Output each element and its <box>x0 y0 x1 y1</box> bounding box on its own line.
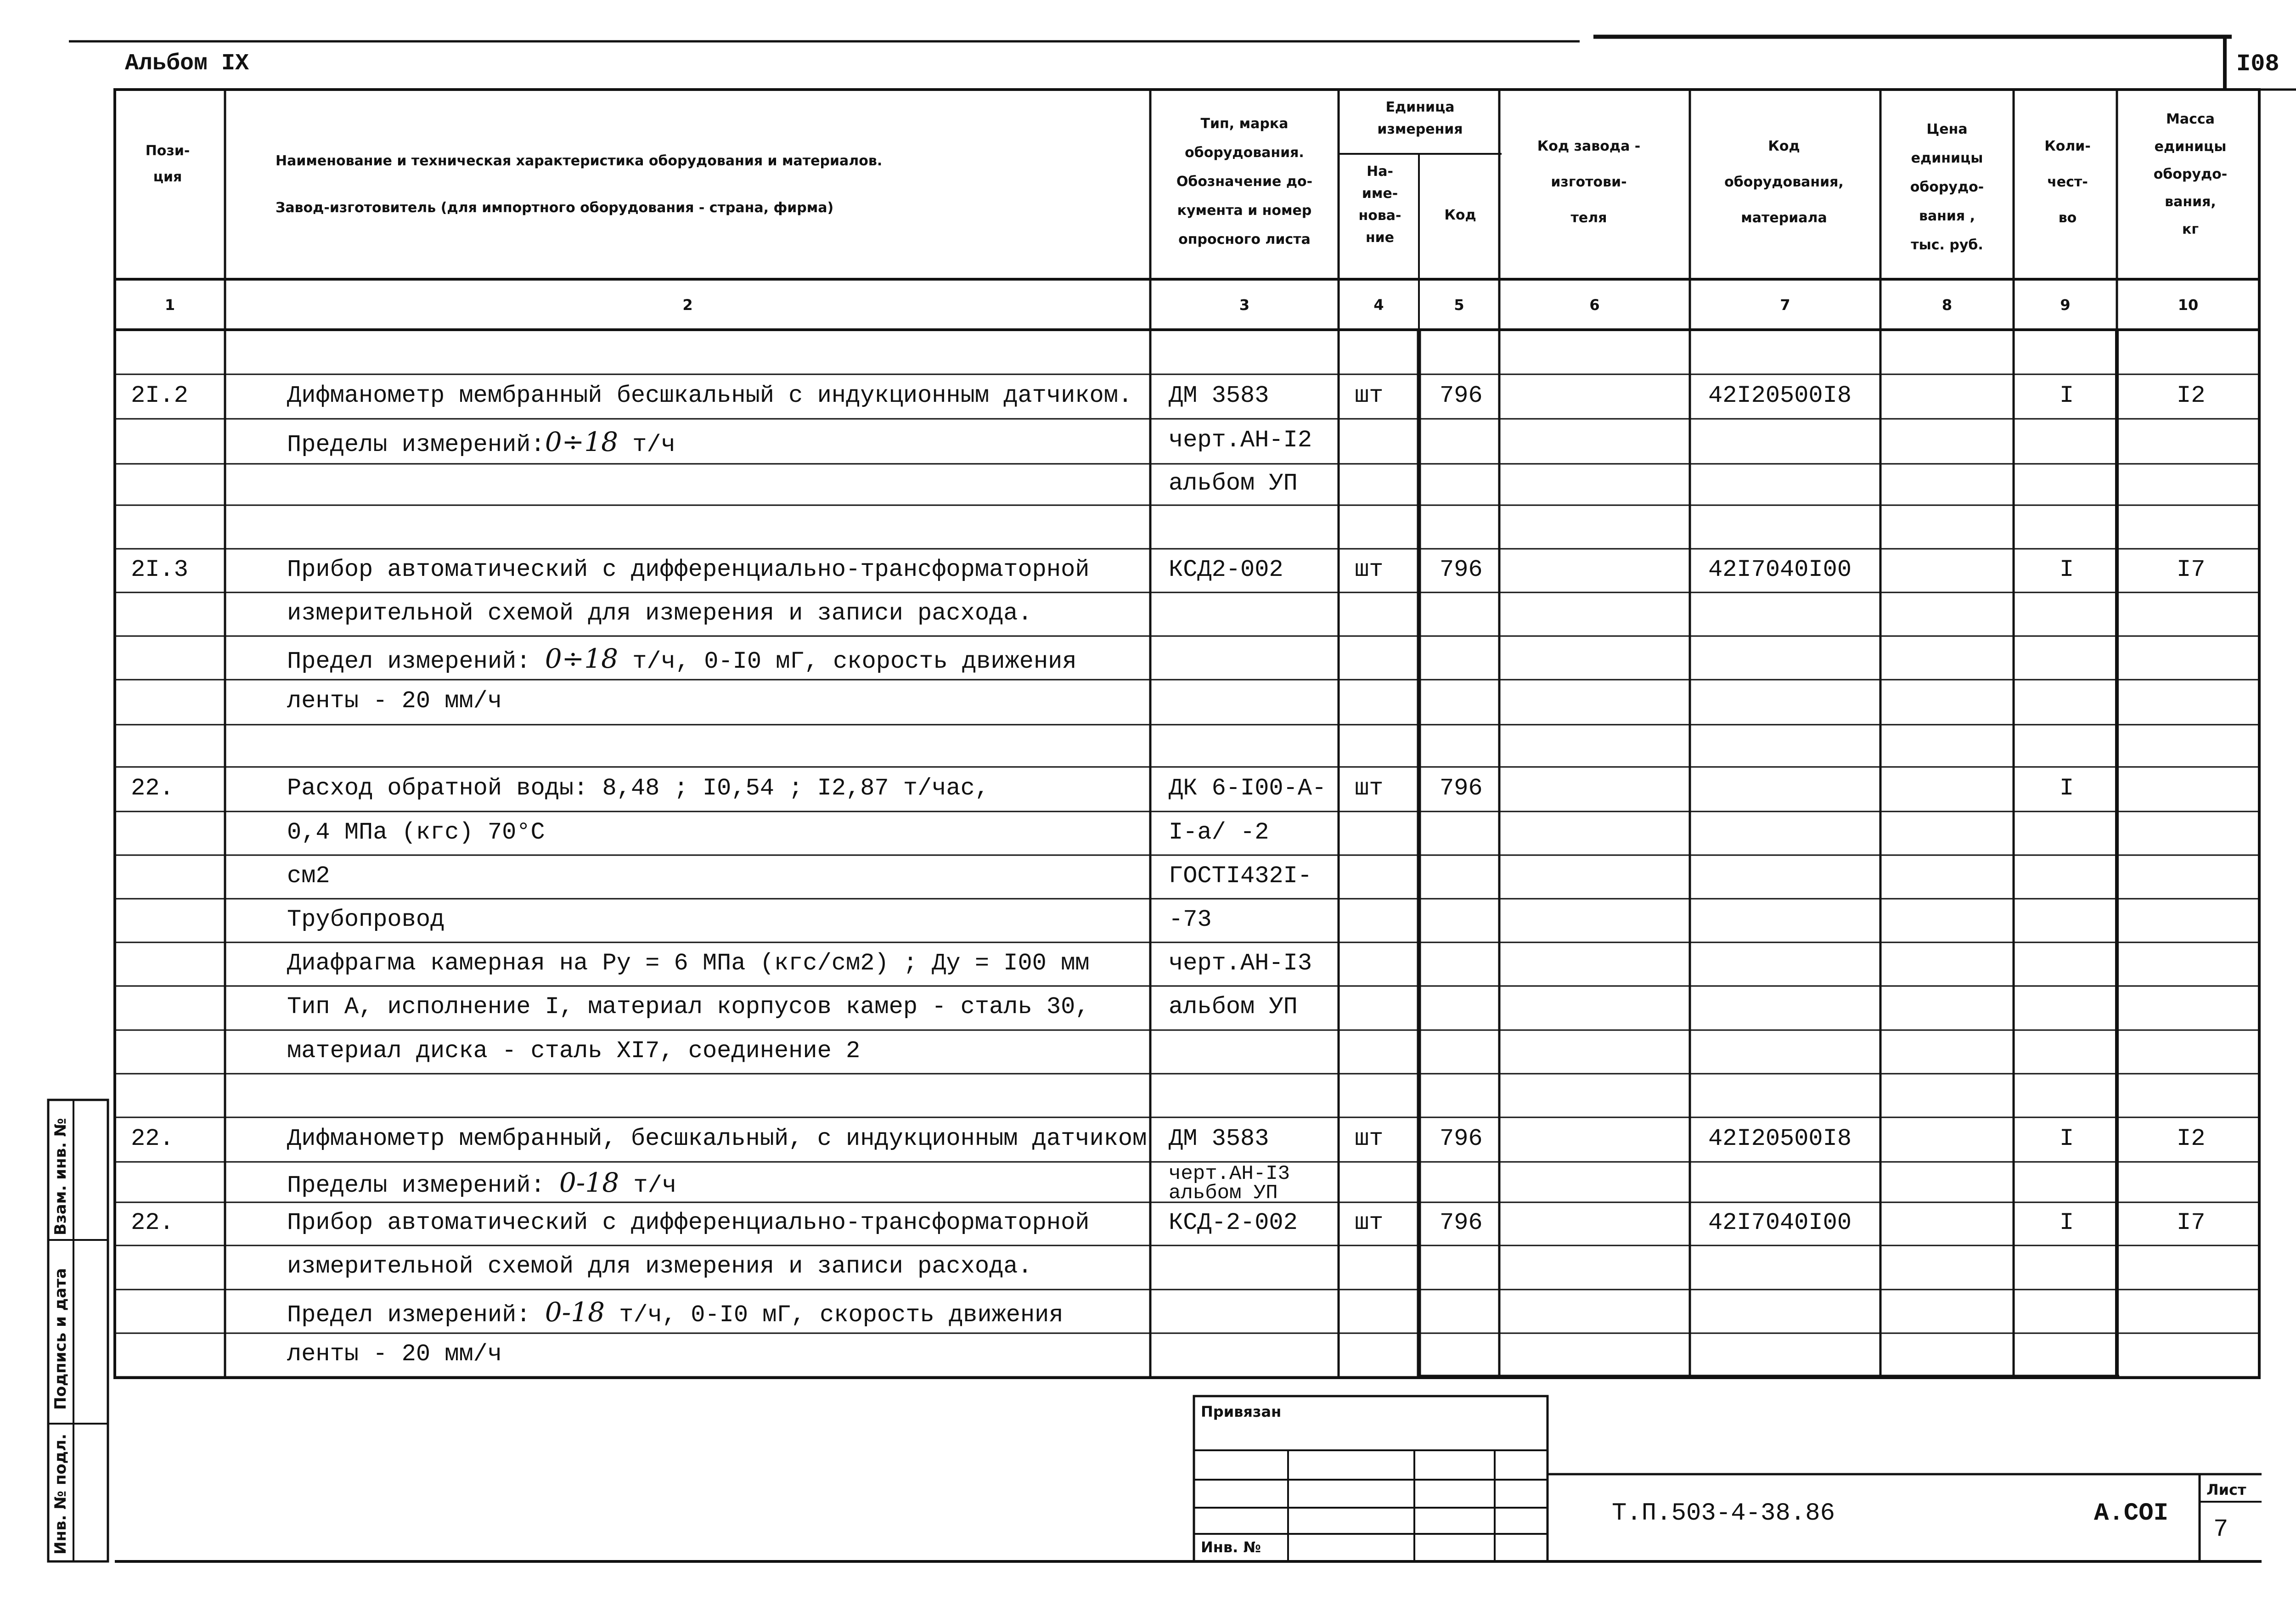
row-type: ДК 6-I00-А- <box>1169 774 1327 802</box>
row-mass: I2 <box>2177 382 2206 409</box>
row-unit-code: 796 <box>1440 774 1483 802</box>
row-position: 22. <box>131 1125 174 1152</box>
header-unit-name-line-3: нова- <box>1358 208 1401 224</box>
column-number: 6 <box>1589 296 1600 314</box>
header-unit-group-line-1: Единица <box>1385 99 1455 115</box>
header-pos-line-1: Пози- <box>145 143 190 159</box>
column-number: 4 <box>1373 296 1384 314</box>
row-type: I-а/ -2 <box>1169 818 1269 846</box>
row-name: Прибор автоматический с дифференциально-трансформаторной <box>287 1209 1090 1236</box>
header-type-line-1: Тип, марка <box>1200 116 1289 132</box>
column-number: 8 <box>1941 296 1953 314</box>
row-equipment-code: 42I20500I8 <box>1708 1125 1852 1152</box>
row-unit: шт <box>1355 382 1384 409</box>
row-mass: I7 <box>2177 556 2206 583</box>
row-unit-code: 796 <box>1440 382 1483 409</box>
row-name: материал диска - сталь XI7, соединение 2 <box>287 1037 861 1065</box>
header-unit-group <box>1339 96 1502 141</box>
row-unit: шт <box>1355 1125 1384 1152</box>
column-number: 7 <box>1780 296 1790 314</box>
row-unit: шт <box>1355 1209 1384 1236</box>
side-label-replace-inv: Взам. инв. № <box>51 1118 70 1235</box>
row-position: 22. <box>131 774 174 802</box>
header-equip-code <box>1690 129 1878 236</box>
header-plant-code-line-2: изготови- <box>1551 174 1627 190</box>
header-unit-group-line-2: измерения <box>1377 121 1463 137</box>
row-name: Прибор автоматический с дифференциально-трансформаторной <box>287 556 1090 583</box>
header-price <box>1880 115 2014 259</box>
row-position: 2I.3 <box>131 556 188 583</box>
header-unit-name-line-1: На- <box>1367 163 1393 180</box>
handwritten-range: 0-18 <box>559 1167 619 1198</box>
row-name: Дифманометр мембранный бесшкальный с индукционным датчиком. <box>287 382 1133 409</box>
row-type: черт.АН-I2 <box>1169 427 1312 454</box>
header-unit-name <box>1341 161 1419 249</box>
row-name: измерительной схемой для измерения и записи расхода. <box>287 599 1032 627</box>
row-unit-code: 796 <box>1440 1209 1483 1236</box>
row-type: КСД2-002 <box>1169 556 1283 583</box>
header-unit-name-line-4: ние <box>1365 230 1395 246</box>
row-name: ленты - 20 мм/ч <box>287 1340 502 1368</box>
row-name: измерительной схемой для измерения и записи расхода. <box>287 1253 1032 1280</box>
row-unit: шт <box>1355 556 1384 583</box>
row-name: 0,4 МПа (кгс) 70°С <box>287 818 545 846</box>
row-type: альбом УП <box>1169 993 1298 1020</box>
header-type-line-4: кумента и номер <box>1177 203 1312 219</box>
header-mass-line-3: оборудо- <box>2153 166 2228 182</box>
row-name: см2 <box>287 862 330 890</box>
header-name <box>225 138 1006 231</box>
header-equip-code-line-1: Код <box>1768 138 1800 154</box>
handwritten-range: 0÷18 <box>545 426 619 457</box>
column-number: 10 <box>2178 296 2199 314</box>
handwritten-range: 0-18 <box>545 1296 605 1328</box>
row-unit-code: 796 <box>1440 556 1483 583</box>
doc-code: Т.П.503-4-38.86 <box>1612 1499 1835 1527</box>
row-equipment-code: 42I7040I00 <box>1708 556 1852 583</box>
row-quantity: I <box>2060 1209 2074 1236</box>
bound-label: Привязан <box>1201 1403 1282 1420</box>
header-type <box>1150 109 1339 254</box>
row-mass: I2 <box>2177 1125 2206 1152</box>
side-label-signature-date: Подпись и дата <box>51 1268 70 1410</box>
header-type-line-2: оборудования. <box>1185 145 1304 161</box>
header-mass <box>2122 106 2259 243</box>
handwritten-range: 0÷18 <box>545 642 619 674</box>
row-name: ленты - 20 мм/ч <box>287 687 502 715</box>
header-plant-code-line-3: теля <box>1570 210 1607 226</box>
row-name: Дифманометр мембранный, бесшкальный, с индукционным датчиком <box>287 1125 1147 1152</box>
header-price-line-4: вания , <box>1919 208 1975 224</box>
row-quantity: I <box>2060 382 2074 409</box>
header-mass-line-4: вания, <box>2165 194 2216 210</box>
row-position: 22. <box>131 1209 174 1236</box>
header-qty-line-2: чест- <box>2047 174 2088 190</box>
column-number: 3 <box>1239 296 1250 314</box>
inv-label: Инв. № <box>1201 1538 1261 1556</box>
row-type-line: альбом УП <box>1169 1181 1278 1205</box>
header-qty-line-1: Коли- <box>2044 138 2091 154</box>
row-name: Предел измерений: 0÷18 т/ч, 0-I0 мГ, скорость движения <box>287 642 1077 675</box>
header-name-line-1: Наименование и техническая характеристика оборудования и материалов. <box>276 153 883 169</box>
row-quantity: I <box>2060 556 2074 583</box>
header-pos <box>133 138 202 190</box>
header-qty-line-3: во <box>2058 210 2077 226</box>
row-quantity: I <box>2060 1125 2074 1152</box>
header-price-line-3: оборудо- <box>1910 179 1984 195</box>
row-type: ДМ 3583 <box>1169 1125 1269 1152</box>
header-type-line-5: опросного листа <box>1178 231 1311 248</box>
column-number: 5 <box>1454 296 1464 314</box>
row-position: 2I.2 <box>131 382 188 409</box>
row-type: альбом УП <box>1169 470 1298 497</box>
header-qty <box>2014 129 2122 236</box>
row-unit-code: 796 <box>1440 1125 1483 1152</box>
header-price-line-1: Цена <box>1926 121 1968 137</box>
row-type: -73 <box>1169 906 1212 933</box>
header-mass-line-2: единицы <box>2154 139 2227 155</box>
header-name-line-2: Завод-изготовитель (для импортного оборудования - страна, фирма) <box>276 200 834 216</box>
row-type: ГОСТI432I- <box>1169 862 1312 890</box>
page-number: I08 <box>2236 51 2279 78</box>
row-name: Пределы измерений: 0-18 т/ч <box>287 1167 677 1199</box>
header-type-line-3: Обозначение до- <box>1176 174 1313 190</box>
row-equipment-code: 42I7040I00 <box>1708 1209 1852 1236</box>
header-price-line-5: тыс. руб. <box>1911 237 1983 253</box>
header-equip-code-line-2: оборудования, <box>1724 174 1844 190</box>
column-number: 2 <box>682 296 693 314</box>
header-mass-line-1: Масса <box>2166 111 2215 127</box>
row-unit: шт <box>1355 774 1384 802</box>
column-number: 9 <box>2060 296 2071 314</box>
header-unit-code: Код <box>1444 207 1476 223</box>
column-number: 1 <box>164 296 175 314</box>
row-quantity: I <box>2060 774 2074 802</box>
row-type <box>1169 1162 1290 1205</box>
row-name: Тип А, исполнение I, материал корпусов камер - сталь 30, <box>287 993 1090 1020</box>
album-title: Альбом IX <box>125 51 249 77</box>
row-name: Пределы измерений:0÷18 т/ч <box>287 426 675 458</box>
row-type: черт.АН-I3 <box>1169 949 1312 977</box>
header-unit-name-line-2: име- <box>1362 186 1398 202</box>
header-plant-code-line-1: Код завода - <box>1537 138 1641 154</box>
row-name: Трубопровод <box>287 906 445 933</box>
row-mass: I7 <box>2177 1209 2206 1236</box>
header-mass-line-5: кг <box>2182 221 2199 237</box>
row-name: Диафрагма камерная на Ру = 6 МПа (кгс/см2) ; Ду = I00 мм <box>287 949 1090 977</box>
row-type: ДМ 3583 <box>1169 382 1269 409</box>
row-type-line: черт.АН-I3 <box>1169 1162 1290 1185</box>
header-pos-line-2: ция <box>153 169 182 185</box>
row-name: Предел измерений: 0-18 т/ч, 0-I0 мГ, скорость движения <box>287 1296 1064 1329</box>
album-code: А.СОI <box>2094 1499 2169 1527</box>
sheet-label: Лист <box>2206 1481 2246 1499</box>
sheet-number: 7 <box>2213 1515 2228 1544</box>
side-label-inv-orig: Инв. № подл. <box>51 1433 70 1555</box>
row-name: Расход обратной воды: 8,48 ; I0,54 ; I2,87 т/час, <box>287 774 990 802</box>
header-equip-code-line-3: материала <box>1741 210 1827 226</box>
header-price-line-2: единицы <box>1911 150 1983 166</box>
header-plant-code <box>1502 129 1676 236</box>
row-equipment-code: 42I20500I8 <box>1708 382 1852 409</box>
row-type: КСД-2-002 <box>1169 1209 1298 1236</box>
